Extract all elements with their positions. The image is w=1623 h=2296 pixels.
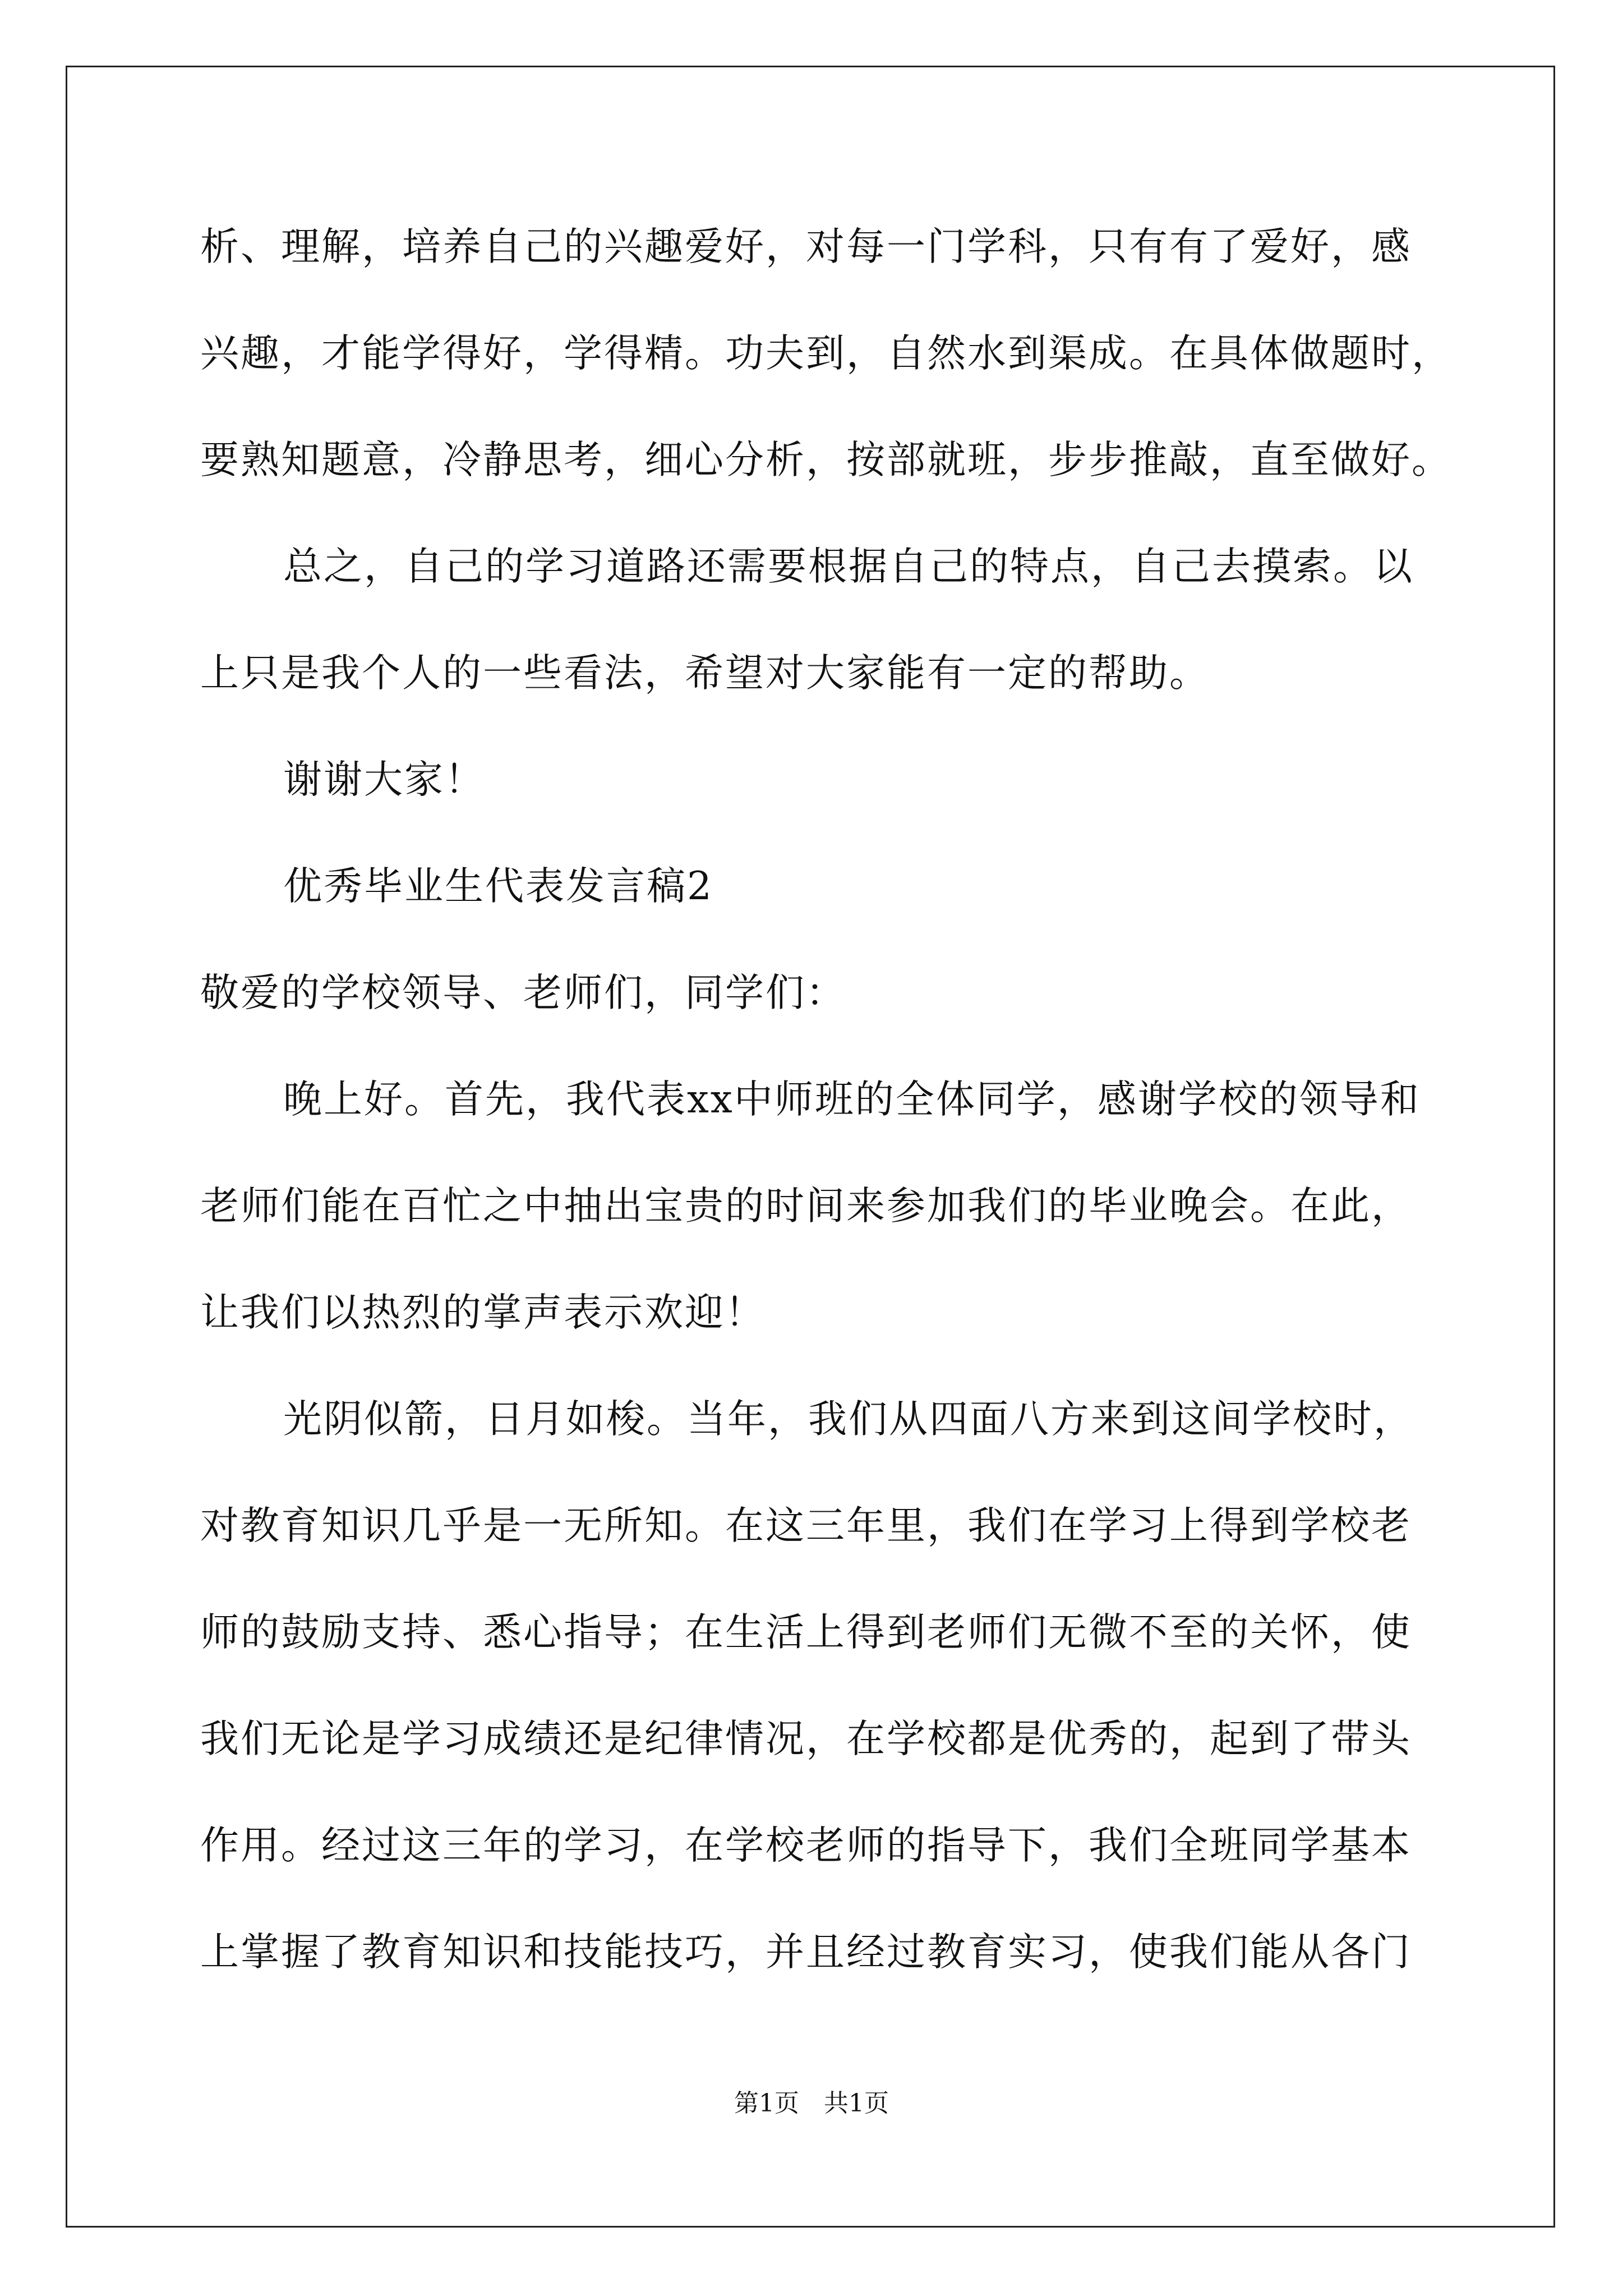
text-line: 老师们能在百忙之中抽出宝贵的时间来参加我们的毕业晚会。在此， — [200, 1184, 1412, 1228]
text-line: 光阴似箭，日月如梭。当年，我们从四面八方来到这间学校时， — [283, 1397, 1414, 1442]
text-line: 对教育知识几乎是一无所知。在这三年里，我们在学习上得到学校老 — [200, 1503, 1412, 1548]
page-number-footer: 第1页 共1页 — [734, 2089, 889, 2118]
text-line: 兴趣，才能学得好，学得精。功夫到，自然水到渠成。在具体做题时， — [200, 331, 1452, 376]
text-line: 上掌握了教育知识和技能技巧，并且经过教育实习，使我们能从各门 — [200, 1930, 1412, 1975]
text-line: 谢谢大家！ — [283, 757, 485, 802]
text-line: 要熟知题意，冷静思考，细心分析，按部就班，步步推敲，直至做好。 — [200, 438, 1452, 482]
page-border — [66, 66, 1555, 2228]
text-line: 总之，自己的学习道路还需要根据自己的特点，自己去摸索。以 — [283, 544, 1414, 589]
text-line: 析、理解，培养自己的兴趣爱好，对每一门学科，只有有了爱好，感 — [200, 224, 1412, 269]
text-line: 我们无论是学习成绩还是纪律情况，在学校都是优秀的，起到了带头 — [200, 1717, 1412, 1761]
text-line: 上只是我个人的一些看法，希望对大家能有一定的帮助。 — [200, 651, 1210, 696]
text-line: 晚上好。首先，我代表xx中师班的全体同学，感谢学校的领导和 — [283, 1077, 1421, 1122]
text-line: 作用。经过这三年的学习，在学校老师的指导下，我们全班同学基本 — [200, 1823, 1412, 1868]
text-line: 师的鼓励支持、悉心指导；在生活上得到老师们无微不至的关怀，使 — [200, 1610, 1412, 1655]
text-line: 让我们以热烈的掌声表示欢迎！ — [200, 1290, 766, 1335]
salutation: 敬爱的学校领导、老师们，同学们： — [200, 970, 846, 1015]
section-heading: 优秀毕业生代表发言稿2 — [283, 864, 713, 909]
